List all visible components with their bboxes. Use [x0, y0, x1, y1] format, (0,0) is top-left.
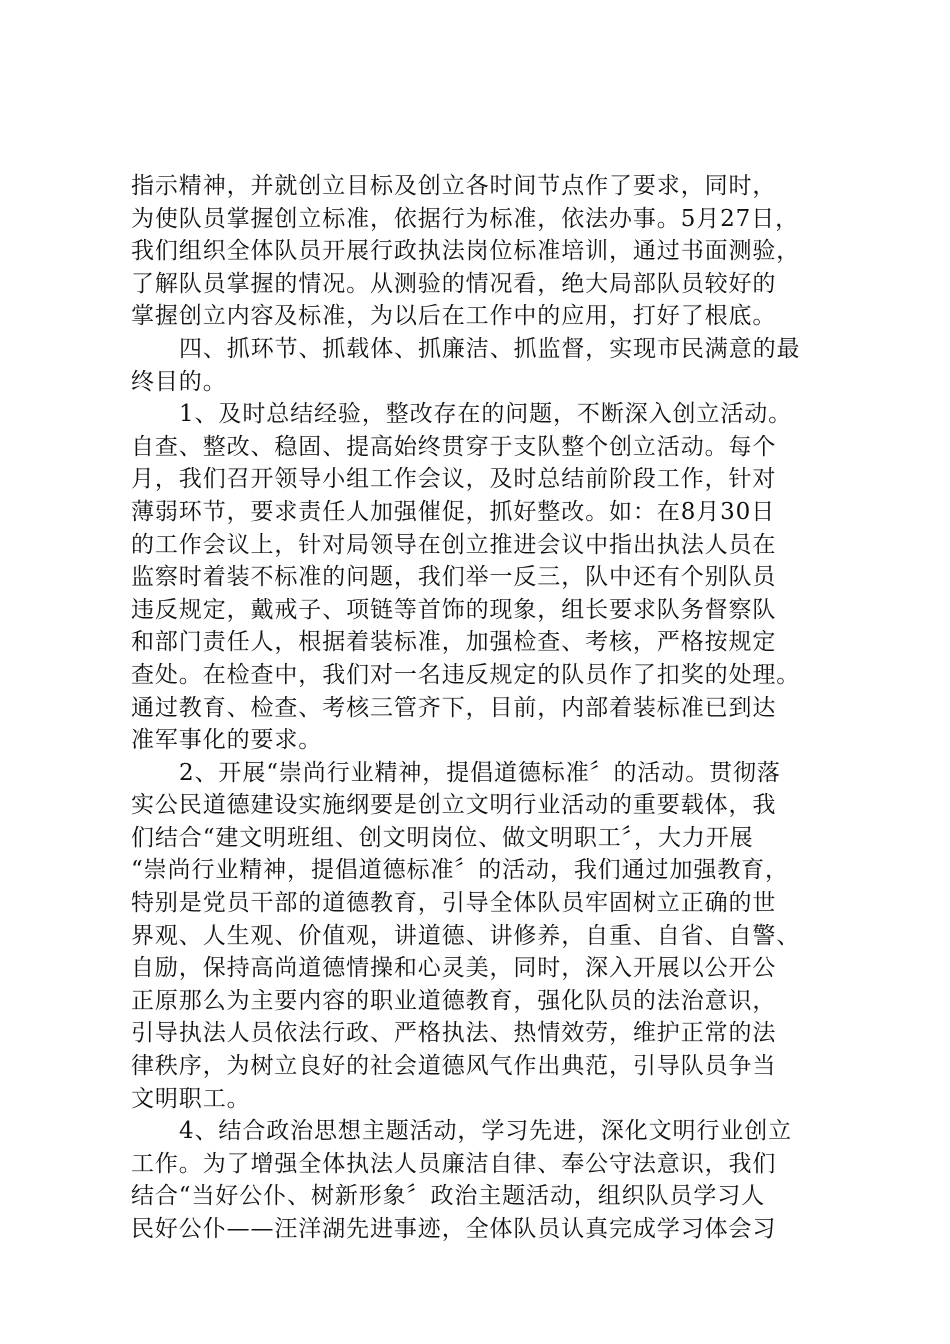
text-line: 的工作会议上，针对局领导在创立推进会议中指出执法人员在: [131, 531, 777, 558]
text-line: 终目的。: [131, 368, 227, 395]
text-line: 4、结合政治思想主题活动，学习先进，深化文明行业创立: [179, 1118, 793, 1145]
text-line: 1、及时总结经验，整改存在的问题，不断深入创立活动。: [179, 401, 793, 428]
text-line: 通过教育、检查、考核三管齐下，目前，内部着装标准已到达: [131, 694, 777, 721]
text-line: 正原那么为主要内容的职业道德教育，强化队员的法治意识，: [131, 987, 777, 1014]
text-line: 工作。为了增强全体执法人员廉洁自律、奉公守法意识，我们: [131, 1150, 777, 1177]
text-line: 律秩序，为树立良好的社会道德风气作出典范，引导队员争当: [131, 1053, 777, 1080]
text-line: 了解队员掌握的情况。从测验的情况看，绝大局部队员较好的: [131, 270, 777, 297]
text-line: 界观、人生观、价值观，讲道德、讲修养，自重、自省、自警、: [131, 922, 801, 949]
text-line: 四、抓环节、抓载体、抓廉洁、抓监督，实现市民满意的最: [179, 335, 801, 362]
text-line: 文明职工。: [131, 1085, 251, 1112]
text-line: 为使队员掌握创立标准，依据行为标准，依法办事。5月27日，: [131, 205, 799, 232]
text-line: 月，我们召开领导小组工作会议，及时总结前阶段工作，针对: [131, 466, 777, 493]
text-line: 我们组织全体队员开展行政执法岗位标准培训，通过书面测验，: [131, 238, 801, 265]
text-line: 民好公仆——汪洋湖先进事迹，全体队员认真完成学习体会习: [131, 1216, 777, 1242]
text-line: 薄弱环节，要求责任人加强催促，抓好整改。如：在8月30日: [131, 498, 776, 525]
text-line: 引导执法人员依法行政、严格执法、热情效劳，维护正常的法: [131, 1020, 777, 1047]
text-line: 准军事化的要求。: [131, 727, 323, 754]
text-line: 查处。在检查中，我们对一名违反规定的队员作了扣奖的处理。: [131, 661, 801, 688]
text-line: 监察时着装不标准的问题，我们举一反三，队中还有个别队员: [131, 564, 777, 591]
text-line: 自励，保持高尚道德情操和心灵美，同时，深入开展以公开公: [131, 955, 777, 982]
text-line: “崇尚行业精神，提倡道德标准〞的活动，我们通过加强教育，: [131, 857, 789, 884]
text-line: 实公民道德建设实施纲要是创立文明行业活动的重要载体，我: [131, 792, 777, 819]
text-line: 结合“当好公仆、树新形象〞政治主题活动，组织队员学习人: [131, 1183, 766, 1210]
text-line: 违反规定，戴戒子、项链等首饰的现象，组长要求队务督察队: [131, 596, 777, 623]
text-line: 掌握创立内容及标准，为以后在工作中的应用，打好了根底。: [131, 303, 777, 330]
body-text: [131, 170, 851, 1246]
text-line: 们结合“建文明班组、创文明岗位、做文明职工〞，大力开展: [131, 824, 754, 851]
text-line: 指示精神，并就创立目标及创立各时间节点作了要求，同时，: [131, 173, 777, 199]
text-line: 2、开展“崇尚行业精神，提倡道德标准〞的活动。贯彻落: [179, 759, 781, 786]
text-line: 自查、整改、稳固、提高始终贯穿于支队整个创立活动。每个: [131, 433, 777, 460]
text-line: 和部门责任人，根据着装标准，加强检查、考核，严格按规定: [131, 629, 777, 656]
text-line: 特别是党员干部的道德教育，引导全体队员牢固树立正确的世: [131, 890, 777, 917]
